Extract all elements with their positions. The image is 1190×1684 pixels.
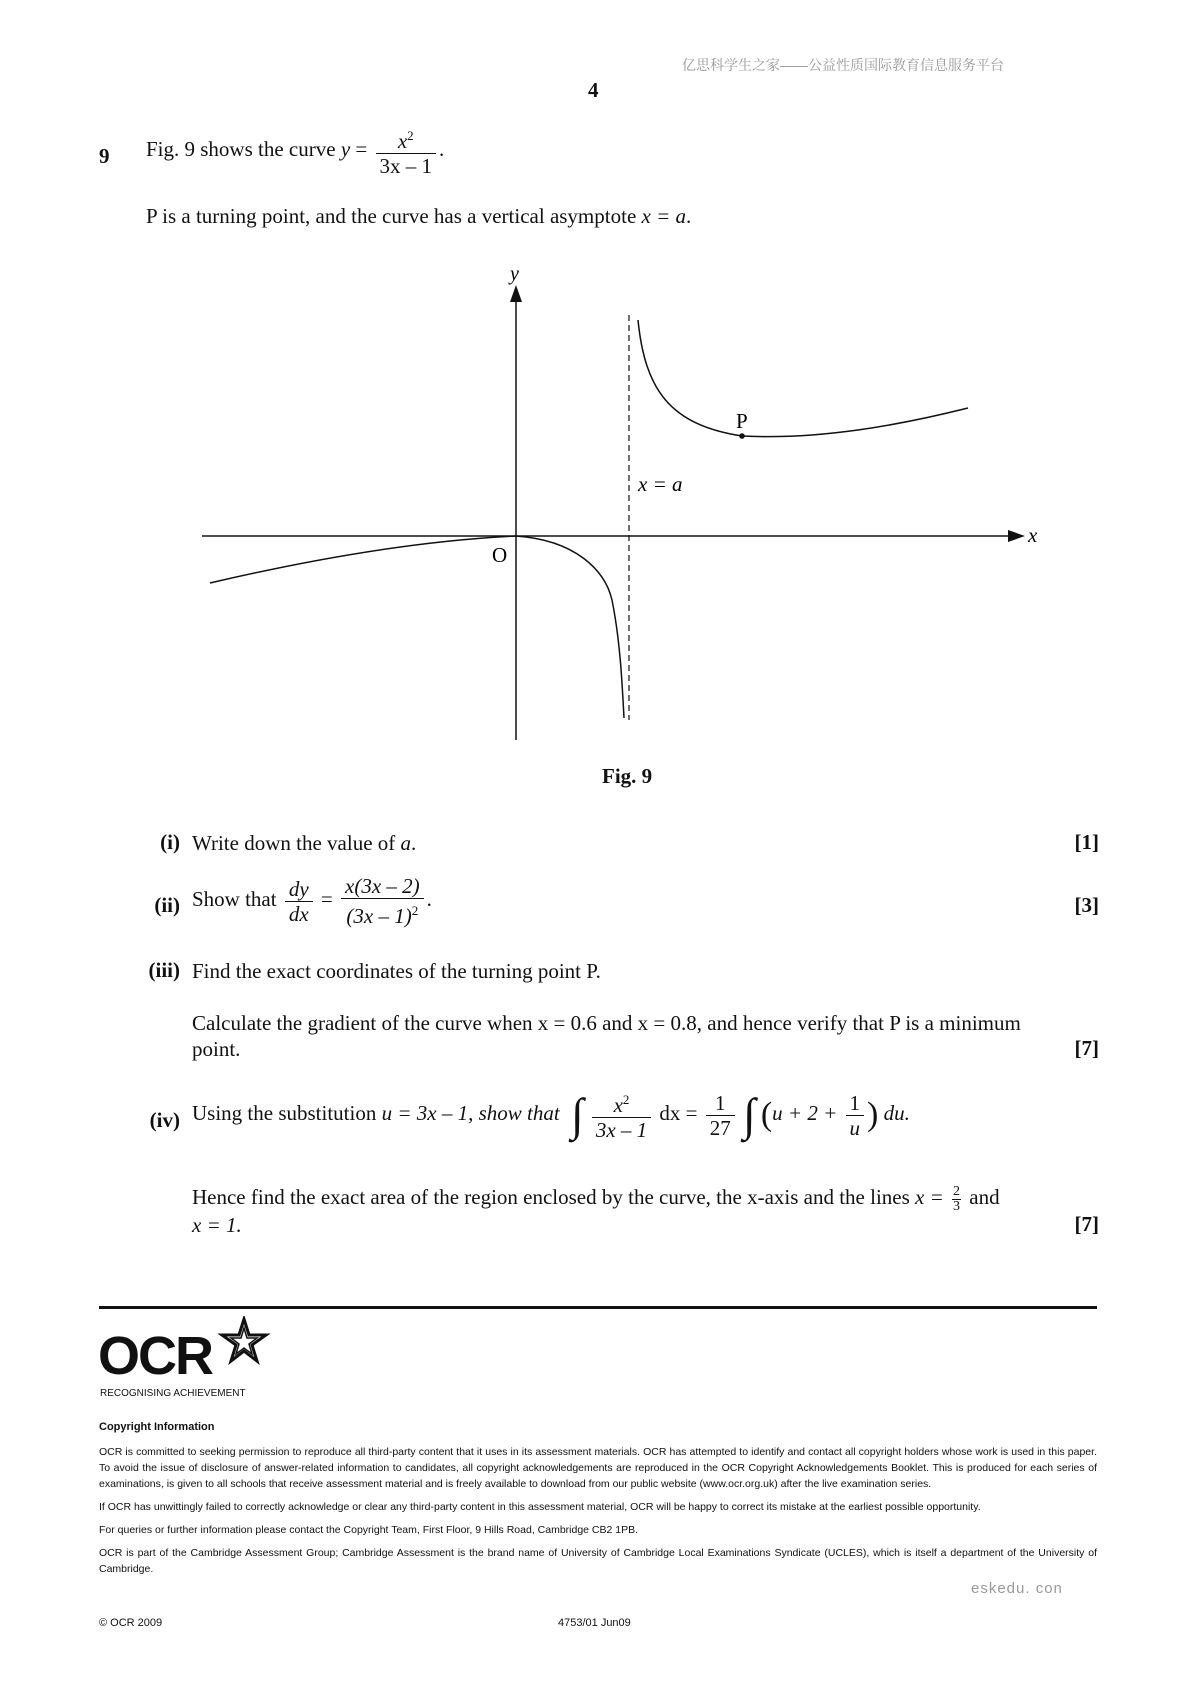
ocr-logo-tagline: RECOGNISING ACHIEVEMENT (100, 1388, 246, 1399)
constant-num: 1 (706, 1091, 735, 1116)
integrand-den: 3x – 1 (595, 1118, 648, 1142)
copyright-para-3: For queries or further information please contact the Copyright Team, First Floor, 9 Hills Road, Cambridge CB2 1PB. (99, 1524, 639, 1536)
copyright-para-1: OCR is committed to seeking permission to reproduce all third-party content that it uses in its assessment materials. OCR has attempted to identify and contact all copyright holders whose work is used in this paper. To avoid the issue of disclosure of answer-related information to candidates, all copyright acknowledgements are reproduced in the OCR Copyright Acknowledgements Booklet. This is produced for each series of examinations, is given to all schools that receive assessment material and is freely available to download from our public website (www.ocr.org.uk) after the live examination series. (99, 1446, 1097, 1490)
dy-num: dy (285, 877, 313, 902)
question-number: 9 (99, 144, 110, 168)
asymptote-label: x = a (638, 472, 683, 496)
derivative-den-sup: 2 (411, 903, 419, 918)
ocr-logo-star-icon (214, 1316, 274, 1366)
constant-den: 27 (709, 1115, 731, 1140)
curve-left-branch (210, 536, 624, 718)
part-iv-sub: u = 3x – 1, show that (381, 1100, 560, 1125)
copyright-para-4: OCR is part of the Cambridge Assessment Group; Cambridge Assessment is the brand name of University of Cambridge Local Examinations Syndicate (UCLES), which is itself a department of the University of Cambridge. (99, 1547, 1097, 1575)
paren-close: ) (867, 1096, 879, 1133)
point-p-label: P (736, 409, 748, 433)
part-iv-du: du. (883, 1100, 910, 1125)
reciprocal-num: 1 (846, 1091, 865, 1116)
part-iv-dx: dx = (659, 1100, 698, 1125)
header-watermark: 亿思科学生之家——公益性质国际教育信息服务平台 (682, 57, 1004, 73)
copyright-para-2: If OCR has unwittingly failed to correctly acknowledge or clear any third-party content in this assessment material, OCR will be happy to correct its mistake at the earliest possible opportunity. (99, 1501, 981, 1513)
constant-fraction (706, 1091, 735, 1140)
part-i-body: Write down the value of (192, 831, 396, 855)
part-i-text (192, 830, 416, 856)
part-iii-label: (iii) (148, 958, 180, 982)
integrand-fraction (592, 1088, 651, 1142)
site-watermark: eskedu. con (971, 1580, 1063, 1597)
part-iii-marks: [7] (1074, 1036, 1099, 1060)
part-iv-body: Using the substitution (192, 1100, 377, 1125)
figure-caption: Fig. 9 (602, 764, 653, 788)
copyright-body (99, 1444, 1097, 1584)
dy-dx-fraction (285, 877, 313, 926)
copyright-heading: Copyright Information (99, 1421, 215, 1433)
part-iv-marks: [7] (1074, 1212, 1099, 1236)
part-iii-text: Find the exact coordinates of the turning point P. (192, 959, 601, 983)
paper-code: 4753/01 Jun09 (558, 1617, 631, 1629)
part-ii-end: . (426, 886, 432, 911)
part-ii-eq: = (320, 886, 333, 911)
page-number: 4 (588, 78, 599, 102)
intro-suffix: . (439, 136, 445, 161)
paren-open: ( (760, 1096, 773, 1133)
ocr-logo-text: OCR (98, 1326, 212, 1386)
integrand-num: x (613, 1093, 623, 1117)
part-iv-and: and (969, 1185, 1000, 1209)
two-thirds-num: 2 (953, 1183, 961, 1199)
part-iii-text2: Calculate the gradient of the curve when x = 0.6 and x = 0.8, and hence verify that P is a minimum (192, 1011, 1021, 1035)
part-i-var: a (400, 831, 412, 855)
dx-den: dx (288, 901, 309, 926)
footer-rule (99, 1306, 1097, 1309)
line2-text: P is a turning point, and the curve has a vertical asymptote (146, 204, 637, 228)
reciprocal-fraction (846, 1091, 865, 1140)
curve-den: 3x – 1 (379, 154, 432, 178)
part-ii-label: (ii) (154, 893, 180, 917)
part-iv-text2 (192, 1184, 1000, 1214)
part-iii-text3: point. (192, 1037, 241, 1061)
intro-eq: = (355, 136, 368, 161)
intro-text: Fig. 9 shows the curve (146, 136, 336, 161)
intro-y: y (340, 136, 351, 161)
y-axis-arrow (510, 285, 522, 302)
paren-content: u + 2 + (772, 1100, 838, 1125)
part-i-marks: [1] (1074, 830, 1099, 854)
part-i-label: (i) (160, 830, 180, 854)
part-i-end: . (411, 831, 417, 855)
line2-end: . (686, 204, 692, 228)
part-ii-marks: [3] (1074, 893, 1099, 917)
part-iv-hence: Hence find the exact area of the region enclosed by the curve, the x-axis and the lines (192, 1185, 910, 1209)
two-thirds-den: 3 (953, 1198, 961, 1214)
curve-right-branch (638, 320, 968, 437)
x-axis-label: x (1028, 523, 1038, 547)
integrand-num-sup: 2 (622, 1092, 630, 1107)
y-axis-label: y (510, 263, 519, 285)
curve-num-sup: 2 (407, 128, 414, 143)
derivative-den: (3x – 1) (346, 904, 412, 928)
part-iv-xeq: x = (915, 1185, 944, 1209)
integral-sign-2: ∫ (742, 1089, 756, 1140)
part-ii-text (192, 874, 432, 928)
reciprocal-den: u (849, 1115, 861, 1140)
two-thirds-fraction (952, 1185, 961, 1214)
derivative-num: x(3x – 2) (341, 874, 424, 899)
turning-point-dot (739, 433, 745, 439)
figure-9 (0, 0, 1190, 780)
integral-sign-1: ∫ (570, 1089, 584, 1140)
x-axis-arrow (1008, 530, 1025, 542)
copyright-line: © OCR 2009 (99, 1617, 163, 1629)
part-iv-text (192, 1088, 910, 1142)
line2-math: x = a (641, 204, 687, 228)
part-iv-text3: x = 1. (192, 1213, 242, 1237)
derivative-fraction (341, 874, 424, 928)
origin-label: O (492, 543, 508, 567)
part-iv-label: (iv) (149, 1108, 180, 1132)
curve-num: x (397, 129, 408, 153)
part-ii-body: Show that (192, 886, 277, 911)
